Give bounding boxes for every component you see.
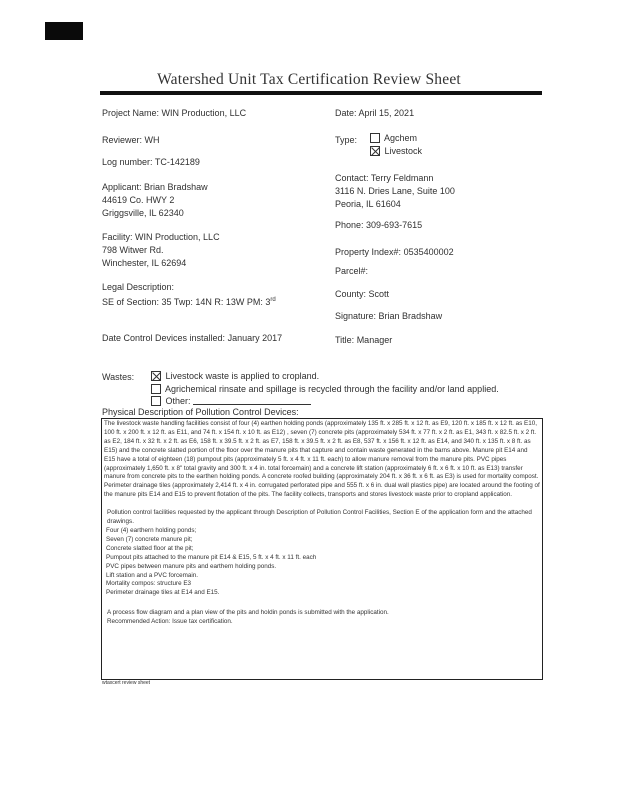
list-item: Lift station and a PVC forcemain. [106, 571, 199, 579]
property-index-value: 0535400002 [403, 247, 454, 257]
waste-other-label: Other: [165, 396, 191, 406]
reviewer-value: WH [144, 135, 160, 145]
project-name-field [102, 107, 246, 120]
footer-note: wtaxcert review sheet [102, 680, 151, 686]
title-field [335, 334, 392, 347]
installed-date-value: January 2017 [227, 333, 283, 343]
list-item: Seven (7) concrete manure pit; [106, 535, 193, 543]
livestock-checkbox[interactable] [370, 146, 380, 156]
legal-description-suffix: rd [270, 297, 276, 303]
project-name-value: WIN Production, LLC [161, 108, 247, 118]
agchem-checkbox[interactable] [370, 133, 380, 143]
installed-date-label: Date Control Devices installed: [102, 333, 226, 343]
livestock-label: Livestock [384, 146, 423, 156]
list-item: Mortality compos: structure E3 [106, 580, 192, 588]
applicant-block [102, 181, 208, 220]
date-field [335, 107, 414, 120]
contact-name: Terry Feldmann [370, 173, 434, 183]
county-label: County: [335, 289, 367, 299]
facility-name: WIN Production, LLC [135, 232, 220, 242]
facility-address-line2: Winchester, IL 62694 [102, 258, 187, 268]
date-value: April 15, 2021 [358, 108, 415, 118]
type-option-agchem[interactable] [370, 132, 417, 145]
title-field-value: Manager [356, 335, 393, 345]
other-underline [193, 404, 311, 405]
type-label: Type: [335, 135, 358, 145]
list-item: Pumpout pits attached to the manure pit E14 & E15, 5 ft. x 4 ft. x 11 ft. each [106, 553, 317, 561]
wastes-label: Wastes: [102, 372, 135, 382]
list-item: Perimeter drainage tiles at E14 and E15. [106, 589, 220, 597]
legal-description-value: SE of Section: 35 Twp: 14N R: 13W PM: 3 [102, 297, 271, 307]
waste-livestock-checkbox[interactable] [151, 371, 161, 381]
project-name-label: Project Name: [102, 108, 160, 118]
reviewer-field [102, 134, 160, 147]
description-box [101, 418, 543, 680]
phone-field [335, 219, 422, 232]
facility-block [102, 231, 220, 270]
facility-label: Facility: [102, 232, 133, 242]
page-title: Watershed Unit Tax Certification Review Sheet [157, 71, 461, 88]
property-index-label: Property Index#: [335, 247, 402, 257]
property-index-field [335, 246, 454, 259]
contact-block [335, 172, 455, 211]
signature-field [335, 310, 442, 323]
facility-address-line1: 798 Witwer Rd. [102, 245, 164, 255]
description-paragraph: The livestock waste handling facilities consist of four (4) earthen holding ponds (approximately 135 ft. x 285 ft. x 12 ft. as E9, 120 ft. x 185 ft. x 12 ft. as E10, 100 ft. x 200 ft. x 12 ft. as E11, and 74 ft. x 154 ft. x 10 ft. as E12) , seven (7) concrete pits (approximately 534 ft. x 77 ft. x 2 ft. as E1, 343 ft. x 82.5 ft. x 2 ft. as E2, 184 ft. x 32 ft. x 2 ft. as E6, 158 ft. x 39.5 ft. x 2 ft. as E7, 158 ft. x 39.5 ft. x 2 ft. as E8, 537 ft. x 156 ft. x 12 ft. as E14, and 340 ft. x 135 ft. x 8 ft. as E15) and the concrete slatted portion of the floor over the manure pits that capture and contain waste generated in the barns above. Manure pit E14 and E15 have a total of eighteen (18) pumpout pits (approximately 5 ft. x 4 ft. x 11 ft. each) to allow manure removal from the manure pits. PVC pipes (approximately 1,650 ft. x 8" total gravity and 300 ft. x 4 in. total forcemain) and a concrete lift station (approximately 6 ft. x 6 ft. x 10 ft. as E13) transfer manure from concrete pits to the earthen holding ponds. A concrete roofed building (approximately 204 ft. x 36 ft. x 6 ft. as E3) is used for mortality compost. Perimeter drainage tiles (approximately 2,414 ft. x 4 in. corrugated perforated pipe and 555 ft. x 6 in. dual wall plastics pipe) are located around the footing of the manure pits E14 and E15 to prevent flotation of the pits. The facility collects, transports and stores livestock waste prior to cropland application. [104, 420, 540, 499]
county-field [335, 288, 389, 301]
type-option-livestock[interactable] [370, 145, 422, 158]
physical-description-heading: Physical Description of Pollution Control Devices: [102, 407, 299, 417]
log-number-value: TC-142189 [154, 157, 200, 167]
phone-label: Phone: [335, 220, 364, 230]
installed-date-field [102, 332, 282, 345]
list-item: Concrete slatted floor at the pit; [106, 544, 194, 552]
requested-items-list [102, 527, 542, 598]
process-flow-note: A process flow diagram and a plan view of the pits and holdin ponds is submitted with the application. [107, 609, 389, 617]
parcel-label: Parcel#: [335, 266, 369, 276]
redaction-block [45, 22, 83, 40]
contact-address-line1: 3116 N. Dries Lane, Suite 100 [335, 186, 455, 196]
waste-option-livestock[interactable] [151, 370, 319, 383]
date-label: Date: [335, 108, 357, 118]
title-divider [100, 91, 542, 95]
waste-other-checkbox[interactable] [151, 396, 161, 406]
applicant-address-line2: Griggsville, IL 62340 [102, 208, 184, 218]
parcel-field [335, 265, 368, 278]
reviewer-label: Reviewer: [102, 135, 143, 145]
waste-agrichemical-label: Agrichemical rinsate and spillage is recycled through the facility and/or land applied. [165, 384, 499, 394]
waste-agrichemical-checkbox[interactable] [151, 384, 161, 394]
legal-description-label: Legal Description: [102, 282, 175, 292]
contact-address-line2: Peoria, IL 61604 [335, 199, 401, 209]
contact-label: Contact: [335, 173, 369, 183]
requested-intro: Pollution control facilities requested by the applicant through Description of Pollution Control Facilities, Section E of the application form and the attached drawings. [107, 509, 532, 526]
applicant-label: Applicant: [102, 182, 142, 192]
signature-value: Brian Bradshaw [378, 311, 443, 321]
waste-livestock-label: Livestock waste is applied to cropland. [165, 371, 320, 381]
list-item: Four (4) earthern holding ponds; [106, 526, 197, 534]
signature-label: Signature: [335, 311, 377, 321]
legal-description-block [102, 281, 276, 309]
agchem-label: Agchem [384, 133, 418, 143]
log-number-label: Log number: [102, 157, 153, 167]
log-number-field [102, 156, 200, 169]
title-field-label: Title: [335, 335, 355, 345]
list-item: PVC pipes between manure pits and earthern holding ponds. [106, 562, 277, 570]
applicant-name: Brian Bradshaw [144, 182, 208, 192]
applicant-address-line1: 44619 Co. HWY 2 [102, 195, 175, 205]
phone-value: 309-693-7615 [366, 220, 423, 230]
recommended-action: Recommended Action: Issue tax certification. [107, 618, 233, 626]
county-value: Scott [368, 289, 390, 299]
